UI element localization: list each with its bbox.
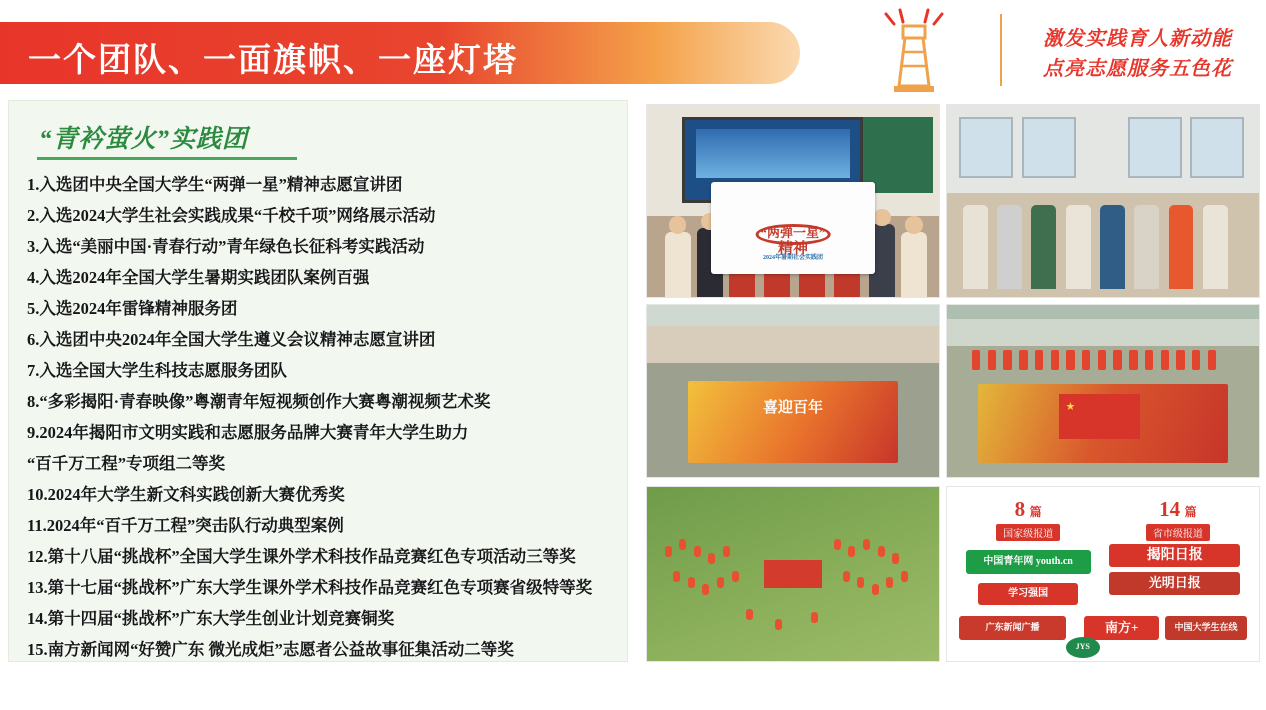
- logo-jiangsu-media: JYS: [1066, 637, 1100, 658]
- lighthouse-icon: [878, 8, 950, 94]
- badge-label: 国家级报道: [996, 524, 1060, 541]
- badge-number: 8: [1014, 497, 1026, 521]
- person: [1051, 350, 1059, 371]
- logo-nanfang-plus: 南方+: [1084, 616, 1159, 640]
- person: [679, 539, 686, 550]
- person: [1134, 205, 1159, 289]
- photo-classroom-banner: [646, 104, 940, 298]
- person: [746, 609, 753, 620]
- photo-mural-painting-2: [946, 304, 1260, 478]
- person: [811, 612, 818, 623]
- school-building: [947, 319, 1259, 347]
- person: [834, 539, 841, 550]
- person: [988, 350, 996, 371]
- header-slogan-line1: 激发实践育人新动能: [1043, 28, 1232, 50]
- person: [1066, 205, 1091, 289]
- person: [673, 571, 680, 582]
- header-slogan-line2: 点亮志愿服务五色花: [1043, 58, 1232, 80]
- person: [901, 571, 908, 582]
- person: [878, 546, 885, 557]
- list-item: 7.入选全国大学生科技志愿服务团队: [27, 361, 287, 380]
- person: [892, 553, 899, 564]
- person: [1019, 350, 1027, 371]
- person: [775, 619, 782, 630]
- person: [1129, 350, 1137, 371]
- header-slogan: [1015, 24, 1260, 84]
- group-banner: [711, 182, 875, 274]
- window: [959, 117, 1013, 179]
- logo-china-university-online: 中国大学生在线: [1165, 616, 1246, 640]
- badge-provincial-coverage: [1109, 497, 1246, 542]
- person: [723, 546, 730, 557]
- person: [843, 571, 850, 582]
- list-item: 14.第十四届“挑战杯”广东大学生创业计划竞赛铜奖: [27, 609, 395, 628]
- achievements-panel: [8, 100, 628, 662]
- media-coverage-panel: [946, 486, 1260, 662]
- list-item: 5.入选2024年雷锋精神服务团: [27, 299, 238, 318]
- list-item: 6.入选团中央2024年全国大学生遵义会议精神志愿宣讲团: [27, 330, 436, 349]
- person: [1035, 350, 1043, 371]
- person: [1203, 205, 1228, 289]
- photo-indoor-activity: [946, 104, 1260, 298]
- list-item: 11.2024年“百千万工程”突击队行动典型案例: [27, 516, 344, 535]
- list-item: 1.入选团中央全国大学生“两弹一星”精神志愿宣讲团: [27, 175, 403, 194]
- photo-mural-painting-1: [646, 304, 940, 478]
- person: [1169, 205, 1194, 289]
- badge-unit: 篇: [1029, 505, 1042, 519]
- person: [732, 571, 739, 582]
- person: [717, 577, 724, 588]
- window: [1022, 117, 1076, 179]
- person: [901, 232, 927, 297]
- banner-title-main: “两弹一星”: [760, 225, 826, 241]
- person: [1066, 350, 1074, 371]
- person: [708, 553, 715, 564]
- logo-guangdong-radio: 广东新闻广播: [959, 616, 1065, 640]
- school-wall: [647, 326, 939, 364]
- list-item: 13.第十七届“挑战杯”广东大学生课外学术科技作品竞赛红色专项赛省级特等奖: [27, 578, 593, 597]
- person: [1208, 350, 1216, 371]
- logo-xuexi-qiangguo: 学习强国: [978, 583, 1078, 606]
- person: [1113, 350, 1121, 371]
- person: [1031, 205, 1056, 289]
- mural-artwork: [688, 381, 898, 464]
- person: [1098, 350, 1106, 371]
- person: [702, 584, 709, 595]
- person: [1145, 350, 1153, 371]
- window: [1190, 117, 1244, 179]
- logo-jieyang-daily: 揭阳日报: [1109, 544, 1240, 567]
- person-head: [873, 209, 891, 226]
- badge-number: 14: [1159, 497, 1181, 521]
- list-item: 9.2024年揭阳市文明实践和志愿服务品牌大赛青年大学生助力: [27, 423, 469, 442]
- list-item: 2.入选2024大学生社会实践成果“千校千项”网络展示活动: [27, 206, 436, 225]
- panel-heading: “青衿萤火”实践团: [39, 126, 249, 153]
- logo-guangming-daily: 光明日报: [1109, 572, 1240, 595]
- person: [972, 350, 980, 371]
- list-item: “百千万工程”专项组二等奖: [27, 454, 225, 473]
- list-item: 3.入选“美丽中国·青春行动”青年绿色长征科考实践活动: [27, 237, 425, 256]
- badge-unit: 篇: [1184, 505, 1197, 519]
- person: [1176, 350, 1184, 371]
- panel-heading-underline: [37, 157, 297, 160]
- person: [665, 232, 691, 297]
- person: [1192, 350, 1200, 371]
- logo-youth-cn: 中国青年网 youth.cn: [966, 550, 1091, 574]
- person: [872, 584, 879, 595]
- person: [863, 539, 870, 550]
- person: [848, 546, 855, 557]
- badge-national-coverage: [959, 497, 1096, 542]
- list-item: 12.第十八届“挑战杯”全国大学生课外学术科技作品竞赛红色专项活动三等奖: [27, 547, 576, 566]
- person: [1161, 350, 1169, 371]
- person-head: [669, 216, 687, 233]
- person: [694, 546, 701, 557]
- person: [1003, 350, 1011, 371]
- person: [1082, 350, 1090, 371]
- person: [886, 577, 893, 588]
- projector-image: [696, 129, 850, 177]
- person: [997, 205, 1022, 289]
- list-item: 4.入选2024年全国大学生暑期实践团队案例百强: [27, 268, 370, 287]
- header-divider: [1000, 14, 1002, 86]
- person-head: [905, 216, 923, 233]
- page-title: 一个团队、一面旗帜、一座灯塔: [28, 43, 518, 79]
- list-item: 10.2024年大学生新文科实践创新大赛优秀奖: [27, 485, 345, 504]
- person: [1100, 205, 1125, 289]
- list-item: 15.南方新闻网“好赞广东 微光成炬”志愿者公益故事征集活动二等奖: [27, 640, 514, 659]
- star-icon: ★: [1065, 400, 1076, 413]
- list-item: 8.“多彩揭阳·青春映像”粤潮青年短视频创作大赛粤潮视频艺术奖: [27, 392, 491, 411]
- person: [688, 577, 695, 588]
- banner-title-small: 2024年暑期社会实践团: [762, 254, 823, 261]
- achievement-list: [27, 169, 619, 665]
- student-row: [972, 350, 1234, 371]
- person: [665, 546, 672, 557]
- badge-label: 省市级报道: [1146, 524, 1210, 541]
- person: [857, 577, 864, 588]
- window: [1128, 117, 1182, 179]
- mural-text: 喜迎百年: [762, 399, 823, 416]
- flag-formation: [764, 560, 822, 588]
- person: [963, 205, 988, 289]
- banner-title-sub: 精神: [777, 241, 808, 258]
- photo-aerial-formation: [646, 486, 940, 662]
